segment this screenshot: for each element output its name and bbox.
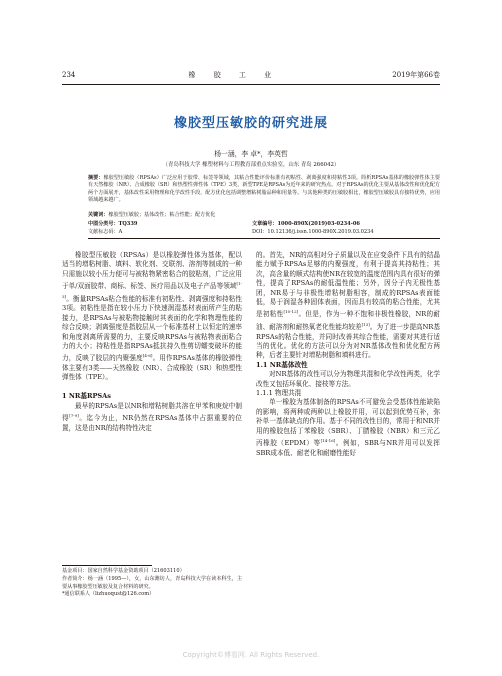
keywords-text: 橡胶型压敏胶；基体改性；粘合性能；配方优化 xyxy=(108,212,216,218)
author-bio: 作者简介：杨一涵（1995—），女，山东潍坊人，青岛科技大学在读本科生，主要从事橡胶型压敏胶及复合材料的研究。 xyxy=(62,575,242,590)
section-heading-1-1: 1.1 NR基体改性 xyxy=(256,360,308,369)
body-column-right xyxy=(256,251,440,458)
abstract-label: 摘要： xyxy=(88,175,104,181)
section-heading-1-1-1: 1.1.1 物理共混 xyxy=(256,389,302,398)
copyright-watermark: Copyright©博看网. All Rights Reserved. xyxy=(182,651,320,659)
doi: DOI：10.12136/j.issn.1000-890X.2019.03.0234 xyxy=(252,229,374,235)
running-header xyxy=(62,69,440,81)
corresponding-author: *通信联系人（lizhuoqust@126.com） xyxy=(62,591,155,598)
continued-paragraph: 的。首先，NR的高相对分子质量以及在应变条件下具有的结晶能力赋予RPSAs足够的内聚强度，有利于提高其持粘性；其次，高含量的顺式结构使NR在较宽的温度范围内具有很好的弹性，提高了RPSAs的耐低温性能；另外，因分子内无极性基团，NR易于与非极性增粘树脂相容，制成的RPSAs表面能低，易于润湿各种固体表面，因而具有较高的粘合性能，尤其是初粘性[10-12]。但是，作为一种不饱和非极性橡胶，NR的耐油、耐溶剂和耐热氧老化性能均较差[13]。为了进一步提高NR基RPSAs的粘合性能，并同时改善其综合性能，需要对其进行适当的优化。优化的方法可以分为对NR基体改性和优化配方两种，后者主要针对增粘树脂和填料进行。 xyxy=(256,251,441,360)
footnote-rule xyxy=(62,565,152,566)
section-1-1-1-paragraph: 单一橡胶为基体制备的RPSAs不可避免会受基体性能缺陷的影响，将两种或两种以上橡胶并用，可以起到优势互补，弥补单一基体缺点的作用。基于不同的改性目的，常用于和NR并用的橡胶包括丁苯橡胶（SBR）、丁腈橡胶（NBR）和三元乙丙橡胶（EPDM）等[14-16]。例如，SBR与NR并用可以发挥SBR成本低、耐老化和耐磨性能好 xyxy=(256,398,440,457)
section-1-1-paragraph: 对NR基体的改性可以分为物理共混和化学改性两类，化学改性又包括环氧化、接枝等方法。 xyxy=(256,370,440,388)
article-title: 橡胶型压敏胶的研究进展 xyxy=(173,116,328,131)
authors: 杨一涵，李 卓*，李英哲 xyxy=(214,150,288,158)
body-column-left xyxy=(62,251,242,433)
keywords xyxy=(88,212,440,219)
intro-paragraph: 橡胶型压敏胶（RPSAs）是以橡胶弹性体为基体，配以适当的增粘树脂、填料、软化剂、交联剂、溶剂等制成的一种只需施以较小压力便可与被粘物紧密粘合的胶粘剂，广泛应用于单/双面胶带、商标、标签、医疗用品以及电子产品等领域[1-3]。衡量RPSAs粘合性能的标准有初粘性、剥离强度和持粘性3项。初粘性是指在较小压力下快速润湿基材表面所产生的粘接力，是RPSAs与被粘物接触时其表面的化学和物理性能的综合反映；剥离强度是指胶层从一个标准基材上以恒定的速率和角度剥离所需要的力，主要反映RPSAs与被粘物表面粘合力的大小；持粘性是指RPSAs抵抗持久性剪切蠕变破坏的能力，反映了胶层的内聚强度[4-6]。用作RPSAs基体的橡胶弹性体主要有3类——天然橡胶（NR）、合成橡胶（SR）和热塑性弹性体（TPE）。 xyxy=(62,251,242,382)
section-heading-1: 1 NR基RPSAs xyxy=(62,392,112,401)
clc-number: 中图分类号：TQ339 xyxy=(88,221,138,227)
keywords-label: 关键词： xyxy=(88,212,109,218)
fund-info: 基金项目：国家自然科学基金资助项目（21603110） xyxy=(62,568,185,574)
abstract xyxy=(88,175,440,205)
doc-code-row xyxy=(88,229,440,236)
abstract-rule xyxy=(88,238,440,239)
header-rule xyxy=(62,84,440,85)
article-number: 文章编号：1000-890X(2019)03-0234-06 xyxy=(252,221,360,227)
abstract-text: 橡胶型压敏胶（RPSAs）广泛应用于胶带、标签等领域，其粘合性能评价标准有初粘性、剥离强度和持粘性3项。简析RPSAs基体的橡胶弹性体主要有天然橡胶（NR）、合成橡胶（SR）和热塑性弹性体（TPE）3类，新型TPE是RPSAs为近年来的研究热点。对于RPSAs的优化主要从基体改性和优化配方两个方面展开，基体改性采用物理和化学改性手段，配方优化包括调整增粘树脂品种和用量等。与其他种类的压敏胶相比，橡胶型压敏胶具有独特优势，应用领域越来越广。 xyxy=(88,175,440,204)
section-1-paragraph: 最早的RPSAs是以NR和增粘树脂共溶在甲苯和庚烷中制得[7-9]。迄今为止，NR仍然在RPSAs基体中占据重要的位置，这是由NR的结构特性决定 xyxy=(62,401,242,432)
journal-name: 橡 胶 工 业 xyxy=(188,71,280,79)
affiliation: （青岛科技大学 橡塑材料与工程教育部重点实验室，山东 青岛 266042） xyxy=(162,162,340,168)
page-number: 234 xyxy=(62,71,76,79)
footnote xyxy=(62,568,242,599)
classification-row xyxy=(88,221,440,228)
doc-code: 文献标志码：A xyxy=(88,229,123,235)
issue-info: 2019年第66卷 xyxy=(392,71,440,79)
